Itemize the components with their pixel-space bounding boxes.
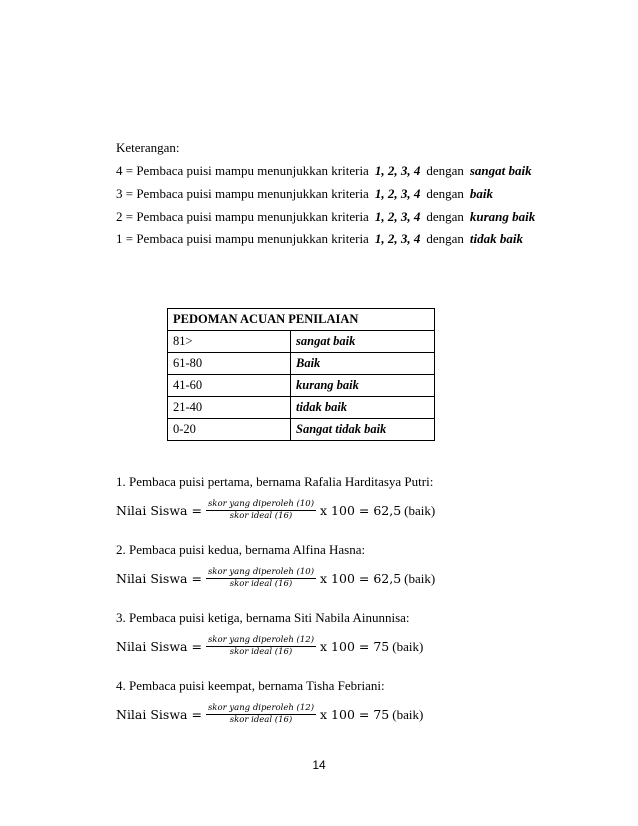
- criteria-line-3: 3 = Pembaca puisi mampu menunjukkan kriteria 1, 2, 3, 4 dengan baik: [116, 186, 493, 201]
- grade-cell: Baik: [291, 353, 435, 375]
- formula-label: Nilai Siswa =: [116, 639, 202, 654]
- range-cell: 61-80: [168, 353, 291, 375]
- fraction-numerator: skor yang diperoleh (10): [207, 499, 315, 509]
- grade-cell: tidak baik: [291, 397, 435, 419]
- keterangan-heading: Keterangan:: [116, 140, 180, 155]
- formula-result: (baik): [392, 638, 424, 654]
- range-cell: 41-60: [168, 375, 291, 397]
- table-row: [168, 353, 435, 375]
- guide-table-header-row: [168, 309, 435, 331]
- formula-expression: x 100 = 75: [320, 707, 390, 722]
- formula-fraction: [206, 567, 316, 590]
- fraction-denominator: skor ideal (16): [229, 647, 293, 657]
- student-4-formula: [116, 703, 423, 726]
- table-row: [168, 331, 435, 353]
- range-cell: 21-40: [168, 397, 291, 419]
- criteria-line-1: 1 = Pembaca puisi mampu menunjukkan kriteria 1, 2, 3, 4 dengan tidak baik: [116, 231, 523, 246]
- range-cell: 81>: [168, 331, 291, 353]
- guide-table: [167, 308, 435, 441]
- grade-cell: kurang baik: [291, 375, 435, 397]
- formula-fraction: [206, 499, 316, 522]
- guide-table-header: PEDOMAN ACUAN PENILAIAN: [168, 309, 435, 331]
- student-2-title: 2. Pembaca puisi kedua, bernama Alfina Hasna:: [116, 542, 366, 557]
- student-3-title: 3. Pembaca puisi ketiga, bernama Siti Nabila Ainunnisa:: [116, 610, 410, 625]
- formula-result: (baik): [392, 706, 424, 722]
- formula-result: (baik): [404, 570, 436, 586]
- formula-expression: x 100 = 62,5: [320, 503, 402, 518]
- fraction-numerator: skor yang diperoleh (10): [207, 567, 315, 577]
- page-number: 14: [312, 758, 326, 772]
- formula-result: (baik): [404, 502, 436, 518]
- student-1-title: 1. Pembaca puisi pertama, bernama Rafalia Harditasya Putri:: [116, 474, 434, 489]
- grade-cell: sangat baik: [291, 331, 435, 353]
- fraction-numerator: skor yang diperoleh (12): [207, 635, 315, 645]
- formula-expression: x 100 = 75: [320, 639, 390, 654]
- range-cell: 0-20: [168, 419, 291, 441]
- formula-expression: x 100 = 62,5: [320, 571, 402, 586]
- formula-label: Nilai Siswa =: [116, 707, 202, 722]
- fraction-denominator: skor ideal (16): [229, 579, 293, 589]
- fraction-numerator: skor yang diperoleh (12): [207, 703, 315, 713]
- table-row: [168, 397, 435, 419]
- formula-label: Nilai Siswa =: [116, 503, 202, 518]
- criteria-line-2: 2 = Pembaca puisi mampu menunjukkan kriteria 1, 2, 3, 4 dengan kurang baik: [116, 209, 536, 224]
- student-2-formula: [116, 567, 435, 590]
- criteria-line-4: 4 = Pembaca puisi mampu menunjukkan kriteria 1, 2, 3, 4 dengan sangat baik: [116, 163, 532, 178]
- formula-fraction: [206, 635, 316, 658]
- formula-label: Nilai Siswa =: [116, 571, 202, 586]
- student-1-formula: [116, 499, 435, 522]
- table-row: [168, 375, 435, 397]
- student-4-title: 4. Pembaca puisi keempat, bernama Tisha Febriani:: [116, 678, 385, 693]
- formula-fraction: [206, 703, 316, 726]
- fraction-denominator: skor ideal (16): [229, 715, 293, 725]
- table-row: [168, 419, 435, 441]
- fraction-denominator: skor ideal (16): [229, 511, 293, 521]
- student-3-formula: [116, 635, 423, 658]
- grade-cell: Sangat tidak baik: [291, 419, 435, 441]
